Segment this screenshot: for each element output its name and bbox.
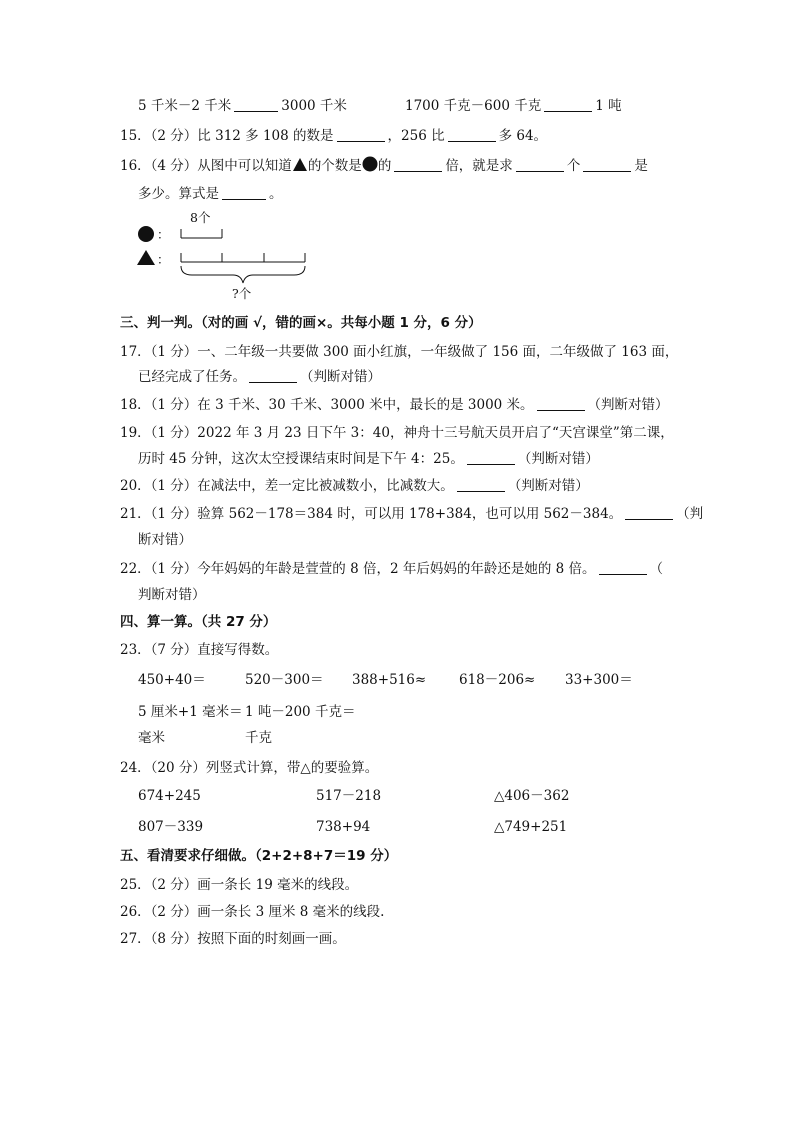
q20-text-b: （判断对错） [507,478,589,494]
q23-item-1: 450+40＝ [138,672,206,688]
q24-item-5: 738+94 [316,819,371,835]
q21-answer-blank[interactable] [625,505,673,520]
q18-text-a: 18．（1 分）在 3 千米、30 千米、3000 米中，最长的是 3000 米。 [120,397,534,413]
q16-text-b: 的个数是 [307,158,362,174]
q21-line1-b: （判 [676,506,704,522]
q16-line-1 [120,156,648,175]
q23-item-6-unit: 毫米 [138,730,165,746]
q19-line-2 [138,450,599,468]
q14-comparison-line-right [405,97,622,115]
q24-item-4: 807－339 [138,819,204,835]
q23-item-2: 520－300＝ [245,672,324,688]
q24-title: 24．（20 分）列竖式计算，带△的要验算。 [120,760,379,776]
q21-line-1 [120,505,703,523]
q16-text-f: 是 [634,158,648,174]
q19-line-1: 19．（1 分）2022 年 3 月 23 日下午 3：40，神舟十三号航天员开启了“天宫课堂”第二课， [120,425,674,441]
q23-item-3: 388+516≈ [352,672,427,688]
q15-text-c: 多 64。 [498,128,548,144]
q14-right-expr: 1700 千克－600 千克 [405,98,542,114]
diagram-triangle-icon [137,250,155,265]
q17-answer-blank[interactable] [249,368,297,383]
q24-item-6: △749+251 [494,819,568,835]
q22-line1-a: 22．（1 分）今年妈妈的年龄是萱萱的 8 倍，2 年后妈妈的年龄还是她的 8 倍。 [120,561,596,577]
diagram-triangle-colon: ： [157,252,170,267]
filled-triangle-icon [292,157,308,172]
q18-line [120,396,669,414]
q19-answer-blank[interactable] [467,450,515,465]
q16-text-d: 倍，就是求 [445,158,513,174]
q17-line-2 [138,368,381,386]
q24-item-3: △406－362 [494,788,570,804]
q20-line [120,477,589,495]
q15-blank-2[interactable] [448,127,496,142]
q14-right-rhs: 1 吨 [595,98,622,114]
q27-line: 27．（8 分）按照下面的时刻画一画。 [120,931,346,947]
q14-right-blank[interactable] [544,97,592,112]
q17-line2-b: （判断对错） [300,369,381,385]
q17-line-1: 17．（1 分）一、二年级一共要做 300 面小红旗，一年级做了 156 面，二年级做了 163 面， [120,344,679,360]
q16-blank-2[interactable] [516,157,564,172]
q20-text-a: 20．（1 分）在减法中，差一定比被减数小，比减数大。 [120,478,454,494]
q23-item-6: 5 厘米+1 毫米＝ [138,704,243,720]
section-4-heading: 四、算一算。（共 27 分） [120,614,277,630]
q15-text-a: 15．（2 分）比 312 多 108 的数是 [120,128,334,144]
q17-line2-a: 已经完成了任务。 [138,369,246,385]
q23-item-7-unit: 千克 [245,730,272,746]
q24-item-1: 674+245 [138,788,201,804]
q23-title: 23．（7 分）直接写得数。 [120,642,279,658]
q19-line2-b: （判断对错） [517,451,599,467]
q16-line2-a: 多少。算式是 [138,186,219,202]
section-5-heading: 五、看清要求仔细做。（2+2+8+7＝19 分） [120,848,398,864]
q22-line-1 [120,560,663,578]
q14-left-rhs: 3000 千米 [281,98,347,114]
q16-text-c: 的 [377,158,392,174]
q16-blank-4[interactable] [222,185,266,200]
filled-circle-icon [362,156,378,172]
q14-comparison-line [138,97,347,115]
total-brace [181,266,305,283]
q23-item-4: 618－206≈ [459,672,536,688]
q16-blank-3[interactable] [583,157,631,172]
diagram-circle-colon: ： [157,227,170,242]
q23-item-5: 33+300＝ [565,672,633,688]
q16-line2-b: 。 [269,186,283,202]
q22-line-2: 判断对错） [138,587,206,603]
q18-answer-blank[interactable] [537,396,585,411]
diagram-top-label: 8个 [190,210,211,225]
q18-text-b: （判断对错） [587,397,669,413]
q20-answer-blank[interactable] [457,477,505,492]
q16-text-e: 个 [566,158,581,174]
q16-line-2 [138,185,283,203]
q22-line1-b: （ [649,561,664,577]
q15-blank-1[interactable] [337,127,385,142]
q21-line1-a: 21．（1 分）验算 562－178＝384 时，可以用 178+384，也可以用 562－384。 [120,506,623,522]
section-3-heading: 三、判一判。（对的画 √，错的画×。共每小题 1 分，6 分） [120,315,482,331]
q21-line-2: 断对错） [138,532,192,548]
q22-answer-blank[interactable] [599,560,647,575]
q26-line: 26．（2 分）画一条长 3 厘米 8 毫米的线段. [120,904,385,920]
q16-blank-1[interactable] [394,157,442,172]
diagram-bottom-label: ?个 [232,286,252,301]
q16-text-a: 16．（4 分）从图中可以知道 [120,158,292,174]
q15-text-b: ，256 比 [387,128,445,144]
q24-item-2: 517－218 [316,788,382,804]
q16-diagram [134,205,324,305]
q23-item-7: 1 吨－200 千克＝ [245,704,356,720]
q14-left-blank[interactable] [234,97,278,112]
q19-line2-a: 历时 45 分钟，这次太空授课结束时间是下午 4：25。 [138,451,464,467]
q25-line: 25．（2 分）画一条长 19 毫米的线段。 [120,877,359,893]
q15-line [120,127,547,145]
q14-left-expr: 5 千米－2 千米 [138,98,232,114]
diagram-circle-icon [138,226,154,242]
